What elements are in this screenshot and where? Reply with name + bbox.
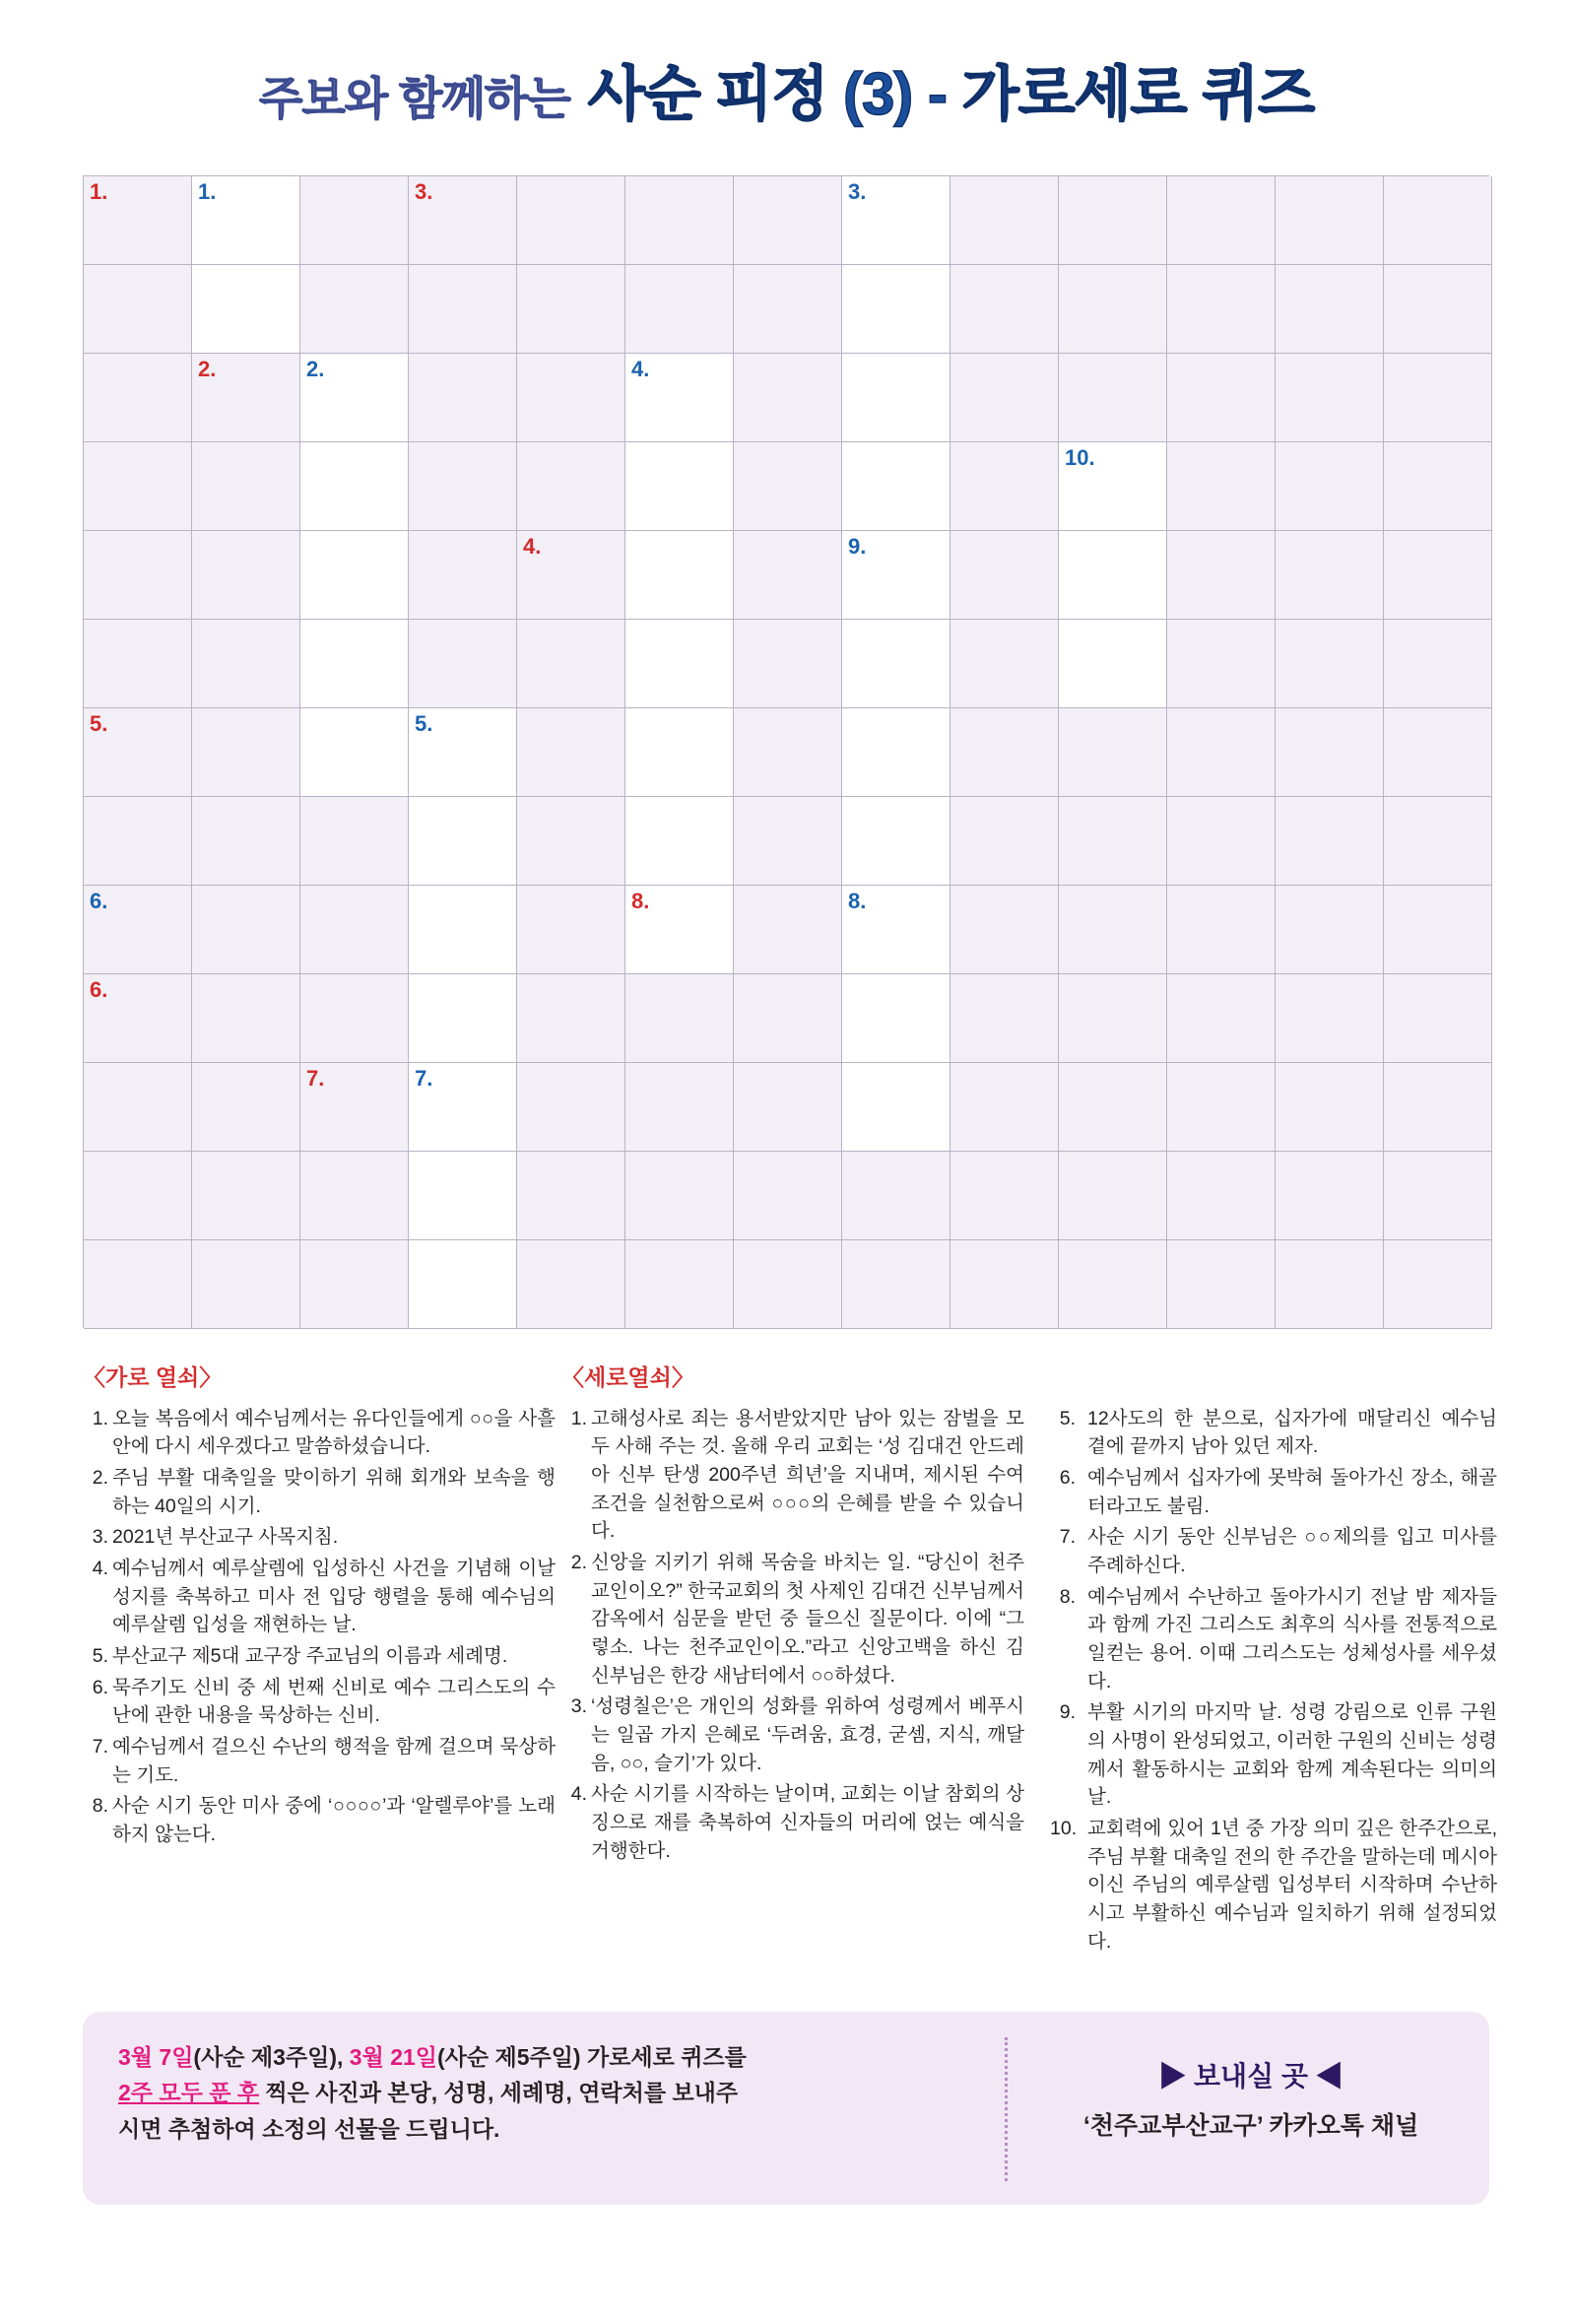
grid-cell[interactable] (1384, 1063, 1492, 1152)
grid-cell[interactable] (84, 354, 192, 442)
grid-cell[interactable] (1167, 974, 1276, 1063)
grid-cell[interactable] (1276, 886, 1384, 974)
clue-item-text: 사순 시기를 시작하는 날이며, 교회는 이날 참회의 상징으로 재를 축복하여 신자들의 머리에 얹는 예식을 거행한다. (591, 1783, 1024, 1862)
grid-cell[interactable] (300, 531, 409, 620)
grid-cell[interactable] (84, 620, 192, 708)
clue-number: 4. (523, 534, 542, 559)
grid-cell[interactable] (517, 1152, 625, 1240)
deadline-date-2: 3월 21일 (349, 2044, 437, 2070)
grid-cell[interactable] (300, 974, 409, 1063)
grid-cell[interactable] (734, 974, 842, 1063)
clue-item (561, 1405, 1024, 1546)
grid-cell[interactable] (300, 886, 409, 974)
grid-cell[interactable] (409, 1240, 517, 1329)
grid-cell[interactable] (842, 886, 950, 974)
grid-cell[interactable] (1059, 708, 1167, 797)
grid-cell[interactable] (409, 708, 517, 797)
down-clue-list-2 (1050, 1405, 1497, 1956)
grid-cell[interactable] (1059, 176, 1167, 265)
grid-cell[interactable] (1384, 442, 1492, 531)
grid-cell[interactable] (1384, 1240, 1492, 1329)
grid-cell[interactable] (517, 1240, 625, 1329)
clue-item (83, 1642, 556, 1671)
clue-number: 10. (1065, 445, 1095, 470)
grid-cell[interactable] (842, 531, 950, 620)
grid-cell[interactable] (734, 531, 842, 620)
grid-cell[interactable] (734, 1152, 842, 1240)
grid-cell[interactable] (625, 620, 734, 708)
clue-item-text: 오늘 복음에서 예수님께서는 유다인들에게 ○○을 사흘 안에 다시 세우겠다고 말씀하셨습니다. (112, 1407, 556, 1458)
grid-cell[interactable] (842, 1063, 950, 1152)
title-main: 사순 피정 (3) - 가로세로 퀴즈 (587, 61, 1315, 127)
deadline-date-1: 3월 7일 (118, 2044, 194, 2070)
grid-cell[interactable] (1276, 531, 1384, 620)
grid-cell[interactable] (300, 1152, 409, 1240)
grid-cell[interactable] (625, 442, 734, 531)
grid-cell[interactable] (84, 797, 192, 886)
grid-cell[interactable] (842, 1152, 950, 1240)
clue-number: 5. (90, 711, 108, 736)
grid-cell[interactable] (409, 1063, 517, 1152)
grid-cell[interactable] (1167, 620, 1276, 708)
clue-item-text: 예수님께서 십자가에 못박혀 돌아가신 장소, 해골터라고도 불림. (1087, 1467, 1497, 1517)
clue-item-number: 9. (1059, 1701, 1076, 1724)
grid-cell[interactable] (409, 974, 517, 1063)
grid-cell[interactable] (625, 708, 734, 797)
grid-cell[interactable] (950, 354, 1059, 442)
grid-cell[interactable] (1384, 176, 1492, 265)
clue-item (83, 1792, 556, 1848)
clue-item-text: 예수님께서 예루살렘에 입성하신 사건을 기념해 이날 성지를 축복하고 미사 전 입당 행렬을 통해 예수님의 예루살렘 입성을 재현하는 날. (112, 1558, 556, 1636)
clue-number: 4. (631, 357, 650, 381)
grid-cell[interactable] (734, 886, 842, 974)
grid-cell[interactable] (1276, 176, 1384, 265)
submission-banner (83, 2012, 1489, 2205)
across-heading: 〈가로 열쇠〉 (83, 1364, 223, 1390)
down-clue-list-1 (561, 1405, 1024, 1866)
grid-cell[interactable] (1167, 708, 1276, 797)
clue-item (83, 1733, 556, 1789)
clue-number: 1. (90, 179, 108, 204)
grid-cell[interactable] (1167, 1152, 1276, 1240)
grid-cell[interactable] (1167, 531, 1276, 620)
grid-cell[interactable] (300, 708, 409, 797)
grid-cell[interactable] (517, 797, 625, 886)
grid-cell[interactable] (409, 797, 517, 886)
grid-cell[interactable] (192, 531, 300, 620)
grid-cell[interactable] (950, 442, 1059, 531)
clue-item-number: 10. (1050, 1817, 1078, 1839)
grid-cell[interactable] (734, 265, 842, 354)
grid-cell[interactable] (192, 620, 300, 708)
grid-cell[interactable] (1059, 886, 1167, 974)
grid-cell[interactable] (1059, 797, 1167, 886)
grid-cell[interactable] (300, 797, 409, 886)
grid-cell[interactable] (1384, 354, 1492, 442)
grid-cell[interactable] (1059, 620, 1167, 708)
grid-cell[interactable] (842, 1240, 950, 1329)
submission-prize-text: 시면 추첨하여 소정의 선물을 드립니다. (118, 2115, 500, 2142)
clue-item-text: 부산교구 제5대 교구장 주교님의 이름과 세례명. (112, 1645, 508, 1668)
clue-item-text: 주님 부활 대축일을 맞이하기 위해 회개와 보속을 행하는 40일의 시기. (112, 1467, 556, 1517)
clue-item-number: 6. (1059, 1467, 1076, 1490)
grid-cell[interactable] (1384, 620, 1492, 708)
clue-number: 2. (306, 357, 325, 381)
clue-number: 5. (415, 711, 433, 736)
grid-cell[interactable] (192, 176, 300, 265)
title-prefix: 주보와 함께하는 (258, 73, 570, 124)
grid-cell[interactable] (842, 708, 950, 797)
grid-cell[interactable] (1384, 886, 1492, 974)
grid-cell[interactable] (1059, 974, 1167, 1063)
send-to-label: ▶ 보내실 곳 ◀ (1158, 2061, 1344, 2092)
grid-cell[interactable] (84, 708, 192, 797)
grid-cell[interactable] (1384, 1152, 1492, 1240)
grid-cell[interactable] (1059, 1152, 1167, 1240)
grid-cell[interactable] (300, 1063, 409, 1152)
grid-cell[interactable] (734, 442, 842, 531)
grid-cell[interactable] (517, 176, 625, 265)
across-clues-column (83, 1361, 556, 1852)
grid-cell[interactable] (84, 886, 192, 974)
crossword-grid[interactable] (83, 175, 1489, 1328)
grid-cell[interactable] (409, 265, 517, 354)
grid-cell[interactable] (842, 620, 950, 708)
clue-item (561, 1780, 1024, 1865)
grid-cell[interactable] (192, 265, 300, 354)
grid-cell[interactable] (625, 176, 734, 265)
clue-item-number: 8. (92, 1795, 108, 1818)
clue-number: 7. (306, 1066, 325, 1091)
grid-cell[interactable] (1059, 531, 1167, 620)
grid-cell[interactable] (1167, 886, 1276, 974)
grid-cell[interactable] (1276, 354, 1384, 442)
kakao-channel-name: ‘천주교부산교구’ 카카오톡 채널 (1082, 2112, 1419, 2140)
grid-cell[interactable] (1167, 1063, 1276, 1152)
clues-section (69, 1361, 1507, 1972)
clue-item (561, 1693, 1024, 1777)
grid-cell[interactable] (1167, 176, 1276, 265)
clue-item-text: 사순 시기 동안 미사 중에 ‘○○○○’과 ‘알렐루야’를 노래하지 않는다. (112, 1795, 556, 1845)
grid-cell[interactable] (1384, 708, 1492, 797)
clue-item-text: 예수님께서 걸으신 수난의 행적을 함께 걸으며 묵상하는 기도. (112, 1736, 556, 1786)
submission-channel (1028, 2055, 1474, 2142)
grid-cell[interactable] (1384, 974, 1492, 1063)
grid-cell[interactable] (517, 354, 625, 442)
grid-cell[interactable] (625, 354, 734, 442)
submission-detail: 찍은 사진과 본당, 성명, 세례명, 연락처를 보내주 (259, 2080, 739, 2106)
grid-cell[interactable] (734, 708, 842, 797)
grid-cell[interactable] (625, 1063, 734, 1152)
grid-cell[interactable] (950, 886, 1059, 974)
grid-cell[interactable] (842, 974, 950, 1063)
submission-instructions (118, 2039, 975, 2147)
clue-item (561, 1549, 1024, 1690)
clue-number: 6. (90, 889, 108, 913)
deadline-text-2: (사순 제5주일) 가로세로 퀴즈를 (437, 2044, 747, 2070)
clue-number: 1. (198, 179, 217, 204)
grid-cell[interactable] (950, 1152, 1059, 1240)
grid-cell[interactable] (1276, 797, 1384, 886)
grid-cell[interactable] (192, 354, 300, 442)
clue-item (1050, 1815, 1497, 1956)
clue-item-text: 신앙을 지키기 위해 목숨을 바치는 일. “당신이 천주교인이오?” 한국교회의 첫 사제인 김대건 신부님께서 감옥에서 심문을 받던 중 들으신 질문이다. 이에 “그렇소. 나는 천주교인이오.”라고 신앙고백을 하신 김 신부님은 한강 새남터에서 ○○하셨다. (591, 1552, 1025, 1687)
clue-item (83, 1674, 556, 1730)
clue-item-number: 3. (92, 1526, 108, 1549)
clue-number: 7. (415, 1066, 433, 1091)
grid-cell[interactable] (192, 1240, 300, 1329)
grid-cell[interactable] (1167, 442, 1276, 531)
grid-cell[interactable] (84, 1063, 192, 1152)
grid-cell[interactable] (625, 886, 734, 974)
grid-cell[interactable] (1276, 708, 1384, 797)
clue-item-number: 6. (92, 1676, 108, 1698)
clue-item-number: 2. (570, 1552, 587, 1574)
grid-cell[interactable] (1059, 354, 1167, 442)
grid-cell[interactable] (625, 265, 734, 354)
grid-cell[interactable] (1276, 442, 1384, 531)
clue-item-text: 부활 시기의 마지막 날. 성령 강림으로 인류 구원의 사명이 완성되었고, 이러한 구원의 신비는 성령께서 활동하시는 교회와 함께 계속된다는 의미의 날. (1087, 1701, 1497, 1809)
grid-cell[interactable] (1167, 1240, 1276, 1329)
grid-cell[interactable] (950, 1240, 1059, 1329)
grid-cell[interactable] (409, 620, 517, 708)
grid-cell[interactable] (625, 1152, 734, 1240)
grid-cell[interactable] (192, 1152, 300, 1240)
clue-item-text: ‘성령칠은’은 개인의 성화를 위하여 성령께서 베푸시는 일곱 가지 은혜로 ‘두려움, 효경, 굳셈, 지식, 깨달음, ○○, 슬기’가 있다. (591, 1695, 1024, 1774)
clue-item-number: 4. (92, 1558, 108, 1580)
grid-cell[interactable] (734, 620, 842, 708)
page-title (0, 47, 1573, 132)
grid-cell[interactable] (300, 176, 409, 265)
grid-cell[interactable] (1276, 1240, 1384, 1329)
grid-cell[interactable] (1167, 354, 1276, 442)
clue-item (1054, 1405, 1497, 1461)
clue-number: 8. (848, 889, 867, 913)
clue-item-text: 예수님께서 수난하고 돌아가시기 전날 밤 제자들과 함께 가진 그리스도 최후의 식사를 전통적으로 일컫는 용어. 이때 그리스도는 성체성사를 세우셨다. (1087, 1585, 1497, 1693)
clue-number: 8. (631, 889, 650, 913)
clue-item (83, 1405, 556, 1461)
grid-cell[interactable] (300, 1240, 409, 1329)
grid-cell[interactable] (950, 974, 1059, 1063)
grid-cell[interactable] (734, 797, 842, 886)
grid-cell[interactable] (625, 797, 734, 886)
grid-cell[interactable] (84, 974, 192, 1063)
grid-cell[interactable] (84, 531, 192, 620)
clue-item-text: 교회력에 있어 1년 중 가장 의미 깊은 한주간으로, 주님 부활 대축일 전의 한 주간을 말하는데 메시아이신 주님의 예루살렘 입성부터 시작하며 수난하시고 부활하신 예수님과 일치하기 위해 설정되었다. (1087, 1817, 1497, 1953)
grid-cell[interactable] (950, 1063, 1059, 1152)
grid-cell[interactable] (1167, 797, 1276, 886)
clue-item-number: 7. (1059, 1526, 1076, 1549)
clue-item-number: 4. (570, 1783, 587, 1806)
grid-cell[interactable] (1276, 1152, 1384, 1240)
grid-cell[interactable] (842, 265, 950, 354)
grid-cell[interactable] (842, 354, 950, 442)
grid-cell[interactable] (1059, 1240, 1167, 1329)
clue-item-number: 8. (1059, 1585, 1076, 1608)
grid-cell[interactable] (84, 442, 192, 531)
clue-item-text: 12사도의 한 분으로, 십자가에 매달리신 예수님 곁에 끝까지 남아 있던 제자. (1087, 1407, 1497, 1458)
clue-number: 6. (90, 977, 108, 1002)
grid-cell[interactable] (734, 1063, 842, 1152)
clue-item (83, 1555, 556, 1639)
grid-cell[interactable] (1276, 620, 1384, 708)
clue-item-number: 1. (570, 1407, 587, 1429)
clue-item (83, 1523, 556, 1552)
grid-cell[interactable] (1384, 797, 1492, 886)
clue-item-text: 2021년 부산교구 사목지침. (112, 1526, 339, 1549)
grid-cell[interactable] (1276, 1063, 1384, 1152)
grid-cell[interactable] (517, 531, 625, 620)
grid-cell[interactable] (1384, 531, 1492, 620)
across-clue-list (83, 1405, 556, 1849)
grid-cell[interactable] (409, 442, 517, 531)
clue-item-number: 5. (92, 1645, 108, 1668)
grid-cell[interactable] (734, 1240, 842, 1329)
clue-item-number: 1. (92, 1407, 108, 1429)
clue-item-number: 5. (1059, 1407, 1076, 1429)
grid-cell[interactable] (734, 354, 842, 442)
grid-cell[interactable] (409, 531, 517, 620)
grid-cell[interactable] (192, 974, 300, 1063)
grid-cell[interactable] (84, 176, 192, 265)
grid-cell[interactable] (842, 176, 950, 265)
grid-cell[interactable] (300, 620, 409, 708)
clue-item-number: 2. (92, 1467, 108, 1490)
grid-cell[interactable] (950, 531, 1059, 620)
clue-item (1054, 1583, 1497, 1696)
clue-item-number: 3. (570, 1695, 587, 1718)
grid-cell[interactable] (1059, 1063, 1167, 1152)
grid-cell[interactable] (517, 886, 625, 974)
clue-item-text: 묵주기도 신비 중 세 번째 신비로 예수 그리스도의 수난에 관한 내용을 묵상하는 신비. (112, 1676, 556, 1727)
grid-cell[interactable] (1059, 265, 1167, 354)
grid-cell[interactable] (192, 886, 300, 974)
grid-cell[interactable] (734, 176, 842, 265)
grid-cell[interactable] (517, 442, 625, 531)
clue-item (83, 1464, 556, 1520)
grid-cell[interactable] (192, 708, 300, 797)
grid-cell[interactable] (1276, 974, 1384, 1063)
grid-cell[interactable] (625, 1240, 734, 1329)
grid-cell[interactable] (842, 442, 950, 531)
footer-divider (1005, 2037, 1008, 2181)
clue-item-text: 사순 시기 동안 신부님은 ○○제의를 입고 미사를 주례하신다. (1087, 1526, 1497, 1577)
grid-cell[interactable] (192, 442, 300, 531)
grid-cell[interactable] (84, 1240, 192, 1329)
grid-cell[interactable] (517, 974, 625, 1063)
grid-cell[interactable] (950, 176, 1059, 265)
grid-cell[interactable] (842, 797, 950, 886)
grid-cell[interactable] (409, 176, 517, 265)
grid-cell[interactable] (1167, 265, 1276, 354)
down-clues-column-1 (561, 1361, 1024, 1868)
grid-cell[interactable] (625, 531, 734, 620)
grid-cell[interactable] (950, 620, 1059, 708)
grid-cell[interactable] (300, 442, 409, 531)
clue-item (1054, 1464, 1497, 1520)
deadline-text-1: (사순 제3주일), (193, 2044, 350, 2070)
grid-cell[interactable] (409, 886, 517, 974)
grid-cell[interactable] (1059, 442, 1167, 531)
grid-cell[interactable] (192, 1063, 300, 1152)
grid-cell[interactable] (950, 708, 1059, 797)
clue-number: 3. (415, 179, 433, 204)
grid-cell[interactable] (517, 708, 625, 797)
grid-cell[interactable] (517, 1063, 625, 1152)
grid-cell[interactable] (625, 974, 734, 1063)
grid-cell[interactable] (409, 354, 517, 442)
grid-cell[interactable] (300, 354, 409, 442)
grid-cell[interactable] (192, 797, 300, 886)
clue-item-number: 7. (92, 1736, 108, 1759)
clue-number: 3. (848, 179, 867, 204)
down-clues-column-2 (1050, 1361, 1497, 1959)
clue-number: 9. (848, 534, 867, 559)
submission-condition: 2주 모두 푼 후 (118, 2080, 260, 2106)
grid-cell[interactable] (409, 1152, 517, 1240)
grid-cell[interactable] (950, 797, 1059, 886)
down-heading: 〈세로열쇠〉 (561, 1364, 694, 1390)
grid-cell[interactable] (84, 265, 192, 354)
grid-cell[interactable] (517, 620, 625, 708)
grid-cell[interactable] (1276, 265, 1384, 354)
grid-cell[interactable] (300, 265, 409, 354)
grid-cell[interactable] (950, 265, 1059, 354)
grid-cell[interactable] (84, 1152, 192, 1240)
grid-cell[interactable] (517, 265, 625, 354)
clue-item-text: 고해성사로 죄는 용서받았지만 남아 있는 잠벌을 모두 사해 주는 것. 올해 우리 교회는 ‘성 김대건 안드레아 신부 탄생 200주년 희년’을 지내며, 제시된 수여 조건을 실천함으로써 ○○○의 은혜를 받을 수 있습니다. (591, 1407, 1024, 1543)
clue-item (1054, 1698, 1497, 1812)
clue-item (1054, 1523, 1497, 1579)
grid-cell[interactable] (1384, 265, 1492, 354)
clue-number: 2. (198, 357, 217, 381)
